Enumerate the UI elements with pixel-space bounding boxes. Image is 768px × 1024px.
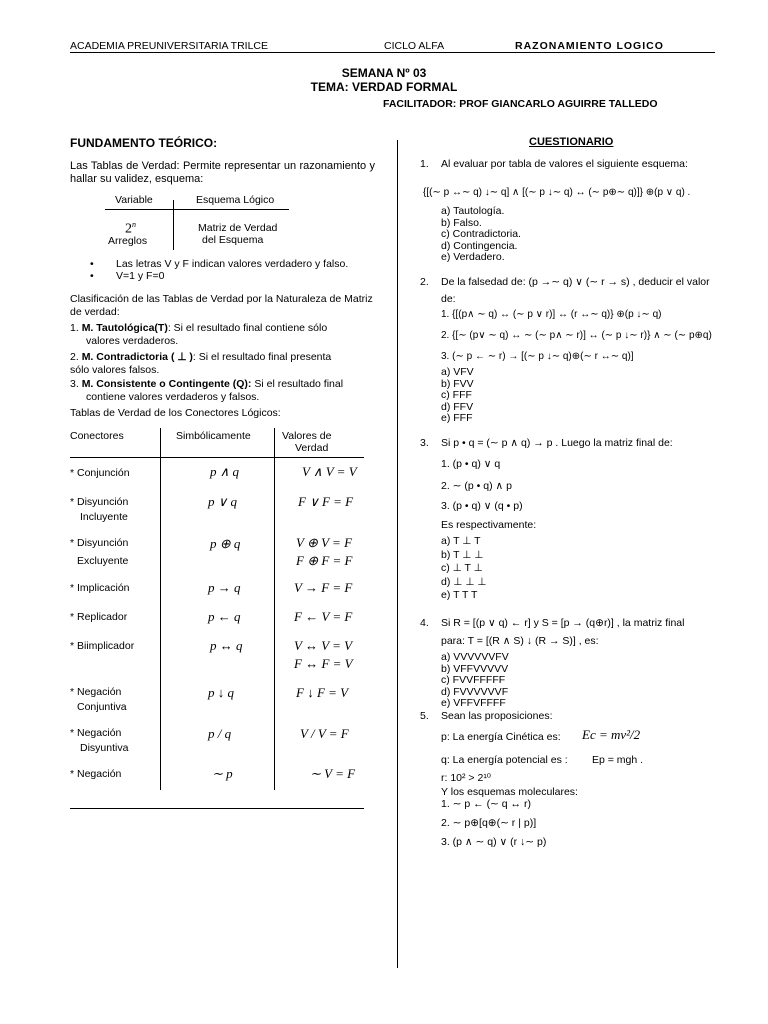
q1-text: Al evaluar por tabla de valores el siguiente esquema: — [441, 158, 688, 170]
q1-options — [441, 206, 521, 264]
matrix-label-1: Matriz de Verdad — [198, 222, 278, 234]
q2-item-1: 1. {[(p∧ ∼ q) ↔ (∼ p ∨ r)] ↔ (r ↔∼ q)} ⊕(p ↓∼ q) — [441, 309, 662, 320]
week-title: SEMANA Nº 03 — [341, 66, 427, 80]
row-conjuncion-symbol: p ∧ q — [210, 464, 240, 479]
q1-option-a[interactable]: a) Tautología. — [441, 205, 505, 217]
table-header-connectors: Conectores — [70, 430, 124, 442]
row-implicacion-symbol: p → q — [208, 580, 241, 595]
bullet-1: • Las letras V y F indican valores verdadero y falso. — [90, 258, 349, 270]
q3-option-c[interactable]: c) ⊥ T ⊥ — [441, 562, 483, 574]
column-divider — [397, 140, 398, 968]
table-header-symbolic: Simbólicamente — [176, 430, 251, 442]
row-implicacion-value: V → F = F — [294, 580, 353, 595]
two-power-n: 2$^n$ — [125, 220, 136, 237]
row-disyuncion-inc-name2: Incluyente — [80, 511, 128, 523]
table-vrule-2 — [274, 428, 275, 790]
row-neg-conjuntiva-name: * Negación — [70, 686, 122, 698]
row-biimplicador-symbol: p ↔ q — [210, 638, 243, 653]
q2-item-3: 3. (∼ p ← ∼ r) → [(∼ p ↓∼ q)⊕(∼ r ↔∼ q)] — [441, 351, 634, 362]
class-contingente: 3. M. Consistente o Contingente (Q): Si el resultado final contiene valores verdaderos y falsos. — [70, 378, 344, 403]
q4-option-b[interactable]: b) VFFVVVVV — [441, 662, 509, 675]
facilitator: FACILITADOR: PROF GIANCARLO AGUIRRE TALLEDO — [383, 98, 658, 110]
q3-option-a[interactable]: a) T ⊥ T — [441, 535, 481, 547]
row-replicador-symbol: p ← q — [208, 609, 241, 624]
q3-option-e[interactable]: e) T T T — [441, 589, 478, 601]
table-header-rule — [70, 457, 364, 458]
q2-option-d[interactable]: d) FFV — [441, 400, 474, 413]
header-course: RAZONAMIENTO LOGICO — [515, 40, 664, 52]
row-disyuncion-exc-symbol: p ⊕ q — [210, 536, 241, 551]
q3-text: Si p • q = (∼ p ∧ q) → p . Luego la matriz final de: — [441, 437, 673, 449]
q2-number: 2. — [420, 276, 429, 288]
class-contradictoria: 2. M. Contradictoria ( ⊥ ): Si el resultado final presenta sólo valores falsos. — [70, 351, 332, 376]
q2-option-e[interactable]: e) FFF — [441, 412, 473, 424]
q3-number: 3. — [420, 437, 429, 449]
classification-intro: Clasificación de las Tablas de Verdad por la Naturaleza de Matriz de verdad: — [70, 293, 373, 318]
q5-number: 5. — [420, 710, 429, 722]
row-disyuncion-exc-name: * Disyunción — [70, 537, 129, 549]
row-conjuncion-name: * Conjunción — [70, 467, 130, 479]
q1-number: 1. — [420, 158, 429, 170]
q5-molecular: Y los esquemas moleculares: — [441, 786, 578, 798]
row-disyuncion-inc-symbol: p ∨ q — [208, 494, 238, 509]
q2-text-2: de: — [441, 293, 456, 305]
q3-item-1: 1. (p • q) ∨ q — [441, 458, 501, 470]
q4-text: Si R = [(p ∨ q) ← r] y S = [p → (q⊕r)] , la matriz final — [441, 617, 685, 629]
table-vrule-1 — [160, 428, 161, 790]
topic-title: TEMA: VERDAD FORMAL — [310, 80, 458, 94]
q5-item-1: 1. ∼ p ← (∼ q ↔ r) — [441, 798, 531, 810]
row-disyuncion-inc-name: * Disyunción — [70, 496, 129, 508]
q2-options — [441, 367, 474, 425]
q4-option-c[interactable]: c) FVVFFFFF — [441, 674, 506, 686]
q5-q-formula: Ep = mgh . — [592, 754, 644, 766]
bullet-2: • V=1 y F=0 — [90, 270, 165, 282]
header-cycle: CICLO ALFA — [384, 40, 445, 52]
intro-text: Las Tablas de Verdad: Permite representar un razonamiento y hallar su validez, esquema: — [70, 160, 375, 185]
row-neg-disyuntiva-value: V / V = F — [300, 726, 349, 741]
q3-option-d[interactable]: d) ⊥ ⊥ ⊥ — [441, 575, 487, 588]
variable-header: Variable — [115, 194, 153, 206]
q4-option-d[interactable]: d) FVVVVVVF — [441, 685, 509, 698]
q3-item-3: 3. (p • q) ∨ (q • p) — [441, 500, 523, 512]
q2-text: De la falsedad de: (p →∼ q) ∨ (∼ r → s) , deducir el valor — [441, 276, 710, 288]
q5-p-formula: Ec = mv²/2 — [582, 727, 641, 742]
q5-r: r: 10² > 2¹⁰ — [441, 772, 492, 784]
q2-option-a[interactable]: a) VFV — [441, 366, 474, 378]
row-conjuncion-value: V ∧ V = V — [302, 464, 357, 479]
theory-heading: FUNDAMENTO TEÓRICO: — [70, 136, 218, 150]
table-header-values: Valores de — [282, 430, 332, 442]
header-rule — [70, 52, 715, 53]
q5-q: q: La energía potencial es : — [441, 754, 568, 766]
q4-options — [441, 652, 509, 710]
q2-option-c[interactable]: c) FFF — [441, 389, 472, 401]
schema-header: Esquema Lógico — [196, 194, 275, 206]
row-negacion-symbol: ∼ p — [212, 766, 233, 781]
q5-p: p: La energía Cinética es: — [441, 731, 561, 743]
row-neg-disyuntiva-symbol: p / q — [208, 726, 232, 741]
row-neg-disyuntiva-name2: Disyuntiva — [80, 742, 129, 754]
q4-option-a[interactable]: a) VVVVVVFV — [441, 651, 509, 663]
schema-vrule — [173, 200, 174, 250]
q5-item-2: 2. ∼ p⊕[q⊕(∼ r | p)] — [441, 817, 537, 829]
q1-option-e[interactable]: e) Verdadero. — [441, 251, 505, 263]
row-biimplicador-name: * Biimplicador — [70, 640, 135, 652]
q5-item-3: 3. (p ∧ ∼ q) ∨ (r ↓∼ p) — [441, 836, 547, 848]
row-neg-conjuntiva-name2: Conjuntiva — [77, 701, 127, 713]
q3-options — [441, 535, 487, 603]
header-academy: ACADEMIA PREUNIVERSITARIA TRILCE — [70, 40, 268, 52]
row-negacion-value: ∼ V = F — [310, 766, 356, 781]
row-disyuncion-inc-value: F ∨ F = F — [298, 494, 354, 509]
row-neg-conjuntiva-symbol: p ↓ q — [208, 685, 234, 700]
q3-option-b[interactable]: b) T ⊥ ⊥ — [441, 548, 484, 561]
q5-text: Sean las proposiciones: — [441, 710, 553, 722]
q1-expression: {[(∼ p ↔∼ q) ↓∼ q] ∧ [(∼ p ↓∼ q) ↔ (∼ p⊕∼ q)]} ⊕(p ∨ q) . — [423, 187, 691, 198]
matrix-label-2: del Esquema — [202, 234, 264, 246]
class-tautologica: 1. M. Tautológica(T): Si el resultado final contiene sólo valores verdaderos. — [70, 322, 328, 347]
row-neg-disyuntiva-name: * Negación — [70, 727, 122, 739]
row-disyuncion-exc-value: V ⊕ V = F — [296, 535, 353, 550]
connectors-intro: Tablas de Verdad de los Conectores Lógicos: — [70, 407, 281, 419]
q1-option-d[interactable]: d) Contingencia. — [441, 239, 518, 252]
questionnaire-heading: CUESTIONARIO — [529, 136, 614, 148]
row-replicador-value: F ← V = F — [294, 609, 353, 624]
row-implicacion-name: * Implicación — [70, 582, 130, 594]
row-negacion-name: * Negación — [70, 768, 122, 780]
q4-text-2: para: T = [(R ∧ S) ↓ (R → S)] , es: — [441, 635, 599, 647]
q1-option-c[interactable]: c) Contradictoria. — [441, 228, 521, 240]
row-biimplicador-value2: F ↔ F = V — [294, 656, 353, 671]
table-bottom-rule — [70, 808, 364, 809]
table-header-truth: Verdad — [295, 442, 329, 454]
q4-number: 4. — [420, 617, 429, 629]
row-disyuncion-exc-name2: Excluyente — [77, 555, 129, 567]
row-biimplicador-value: V ↔ V = V — [294, 638, 353, 653]
q1-option-b[interactable]: b) Falso. — [441, 216, 482, 229]
row-disyuncion-exc-value2: F ⊕ F = F — [296, 553, 353, 568]
q2-item-2: 2. {[∼ (p∨ ∼ q) ↔ ∼ (∼ p∧ ∼ r)] ↔ (∼ p ↓∼ r)} ∧ ∼ (∼ p⊕q) — [441, 330, 712, 341]
q4-option-e[interactable]: e) VFFVFFFF — [441, 697, 506, 709]
row-neg-conjuntiva-value: F ↓ F = V — [296, 685, 349, 700]
row-replicador-name: * Replicador — [70, 611, 128, 623]
q2-option-b[interactable]: b) FVV — [441, 377, 474, 390]
arrangements-label: Arreglos — [108, 235, 148, 247]
q3-respectively: Es respectivamente: — [441, 519, 537, 531]
q3-item-2: 2. ∼ (p • q) ∧ p — [441, 480, 512, 492]
schema-hrule — [105, 209, 289, 210]
